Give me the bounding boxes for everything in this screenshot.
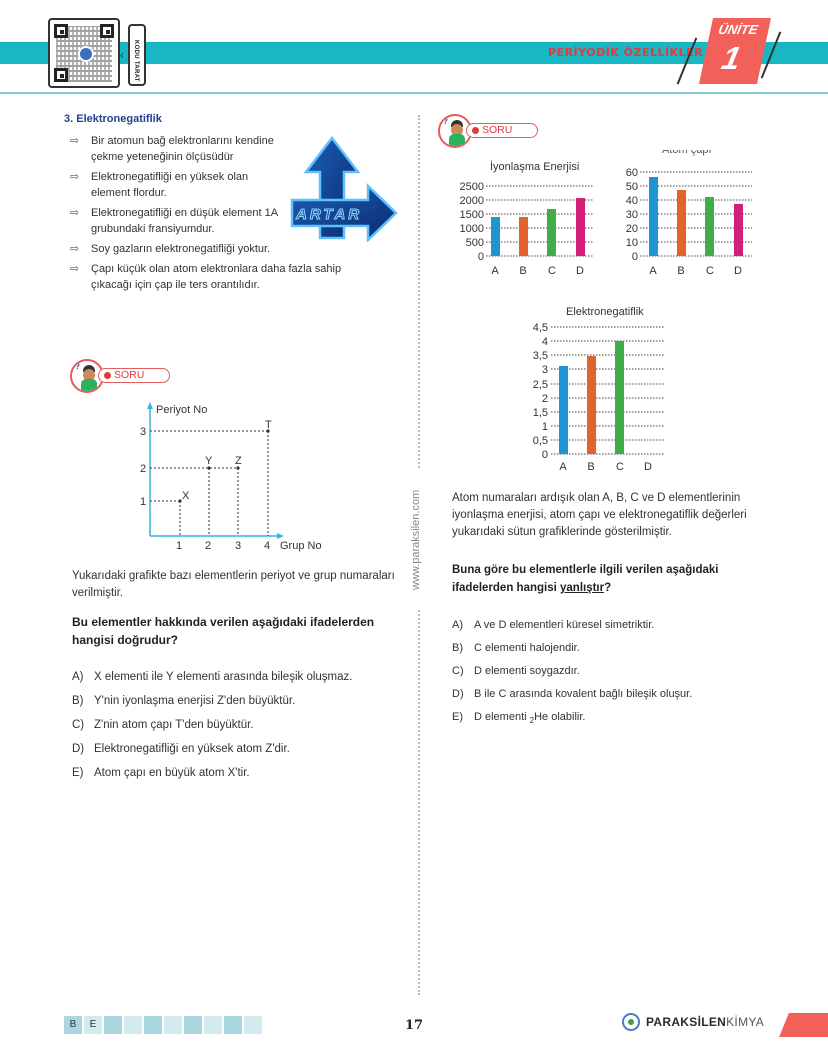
arrow-bullet-icon: ⇨ [70,263,80,275]
svg-text:T: T [265,419,272,431]
period-group-chart [120,400,340,555]
svg-text:2000: 2000 [459,195,484,207]
svg-text:60: 60 [625,167,638,179]
svg-text:1,5: 1,5 [532,407,548,419]
option-c[interactable]: C) Z'nin atom çapı T'den büyüktür. [72,719,254,731]
question2-options [452,617,782,736]
question-badge: ? SORU [70,359,172,393]
svg-text:D: D [734,265,742,277]
svg-text:B: B [677,265,685,277]
svg-text:4,5: 4,5 [532,322,548,334]
question-badge: ? SORU [438,114,540,148]
svg-text:Elektronegatiflik: Elektronegatiflik [566,306,644,318]
arrow-bullet-icon: ⇨ [70,207,80,219]
svg-text:4: 4 [264,540,271,552]
unit-badge: ÜNİTE 1 [699,18,771,84]
svg-text:50: 50 [625,181,638,193]
svg-text:D: D [644,461,652,473]
svg-text:1000: 1000 [459,223,484,235]
svg-text:2: 2 [541,393,548,405]
svg-text:3: 3 [235,540,242,552]
question1-prompt: Bu elementler hakkında verilen aşağıdaki ifadelerden hangisi doğrudur? [72,615,375,647]
bullet-item: ⇨ Elektronegatifliği en yüksek olan element flordur. [70,171,249,199]
electronegativity-chart [524,302,670,474]
option-a[interactable]: A) A ve D elementleri küresel simetriktir. [452,619,655,631]
svg-text:3: 3 [541,364,548,376]
teacher-avatar-icon: ? [438,114,472,148]
answer-cell [124,1016,142,1034]
svg-text:30: 30 [625,209,638,221]
option-d[interactable]: D) B ile C arasında kovalent bağlı bileşik oluşur. [452,688,693,700]
question2-prompt: Buna göre bu elementlerle ilgili verilen aşağıdaki ifadelerden hangisi yanlıştır? [452,564,719,594]
svg-text:2500: 2500 [459,181,484,193]
svg-text:Y: Y [205,455,213,467]
qr-logo-icon [78,46,94,62]
increase-arrows-icon [290,136,398,242]
bullet-item: ⇨ Bir atomun bağ elektronlarını kendine çekme yeteneğinin ölçüsüdür [70,135,274,163]
svg-text:40: 40 [625,195,638,207]
svg-text:A: A [559,461,567,473]
page-number: 17 [405,1018,424,1033]
svg-text:500: 500 [465,237,484,249]
svg-text:C: C [706,265,714,277]
atomic-radius-chart [618,144,758,280]
bullet-item: ⇨ Çapı küçük olan atom elektronlara daha fazla sahip çıkacağı için çap ile ters orantılıdır. [70,263,342,291]
svg-text:20: 20 [625,223,638,235]
atom-logo-icon [622,1013,640,1031]
bullet-item: ⇨ Elektronegatifliği en düşük element 1A grubundaki fransiyumdur. [70,207,278,235]
unit-title: PERİYODİK ÖZELLİKLER [548,46,704,59]
qr-corner [100,24,114,38]
svg-text:2: 2 [205,540,212,552]
option-b[interactable]: B) C elementi halojendir. [452,642,580,654]
svg-text:1500: 1500 [459,209,484,221]
svg-text:D: D [576,265,584,277]
answer-cell [204,1016,222,1034]
option-b[interactable]: B) Y'nin iyonlaşma enerjisi Z'den büyüktür. [72,695,296,707]
ionization-energy-chart [448,156,598,280]
option-d[interactable]: D) Elektronegatifliği en yüksek atom Z'dir. [72,743,290,755]
svg-text:3: 3 [140,426,147,438]
svg-text:İyonlaşma Enerjisi: İyonlaşma Enerjisi [490,161,580,173]
question2-intro: Atom numaraları ardışık olan A, B, C ve D elementlerinin iyonlaşma enerjisi, atom çapı ve elektronegatiflik değerleri yukarıdaki sütun grafiklerinde gösterilmiştir. [452,492,747,538]
header-rule [0,92,828,94]
svg-text:2,5: 2,5 [532,379,548,391]
arrow-bullet-icon: ⇨ [70,135,80,147]
answer-cell: E [84,1016,102,1034]
qr-code[interactable] [48,18,120,88]
answer-cell: B [64,1016,82,1034]
option-e[interactable]: E) Atom çapı en büyük atom X'tir. [72,767,250,779]
question1-intro: Yukarıdaki grafikte bazı elementlerin periyot ve grup numaraları verilmiştir. [72,570,395,599]
answer-cell [244,1016,262,1034]
answer-cell [184,1016,202,1034]
svg-text:1: 1 [176,540,183,552]
answer-cell [164,1016,182,1034]
qr-corner [54,68,68,82]
svg-text:Periyot No: Periyot No [156,404,208,416]
svg-text:B: B [519,265,527,277]
svg-text:ARTAR: ARTAR [296,206,363,223]
arrow-bullet-icon: ⇨ [70,243,80,255]
svg-text:X: X [182,490,190,502]
bullet-item: ⇨ Soy gazların elektronegatifliği yoktur. [70,243,271,255]
svg-text:0: 0 [477,251,484,263]
svg-text:1: 1 [541,421,548,433]
answer-cell [144,1016,162,1034]
arrow-bullet-icon: ⇨ [70,171,80,183]
svg-text:1: 1 [140,496,147,508]
website-watermark: www.paraksilen.com [410,470,426,610]
section-title: 3. Elektronegatiflik [64,113,162,125]
svg-text:0: 0 [541,449,548,461]
svg-text:3,5: 3,5 [532,350,548,362]
svg-text:2: 2 [140,463,147,475]
option-e[interactable]: E) D elementi $_2$He olabilir. [452,711,586,726]
svg-text:0: 0 [631,251,638,263]
question1-options [72,669,412,789]
answer-cell [104,1016,122,1034]
brand-logo: PARAKSİLEN KİMYA [622,1013,764,1031]
option-a[interactable]: A) X elementi ile Y elementi arasında bileşik oluşmaz. [72,671,353,683]
svg-text:C: C [548,265,556,277]
answer-cell [224,1016,242,1034]
teacher-avatar-icon: ? [70,359,104,393]
svg-text:4: 4 [541,336,548,348]
qr-corner [54,24,68,38]
svg-text:C: C [616,461,624,473]
chevron-left-icon: ‹ [120,48,124,62]
footer-accent [779,1013,828,1037]
option-c[interactable]: C) D elementi soygazdır. [452,665,580,677]
svg-text:B: B [587,461,595,473]
svg-text:A: A [491,265,499,277]
svg-text:Z: Z [235,455,242,467]
svg-text:0,5: 0,5 [532,435,548,447]
svg-text:Grup No: Grup No [280,540,322,552]
scan-code-tag: KODU TARAT [128,24,146,86]
svg-text:A: A [649,265,657,277]
svg-text:10: 10 [625,237,638,249]
answer-key-strip [64,1016,262,1034]
